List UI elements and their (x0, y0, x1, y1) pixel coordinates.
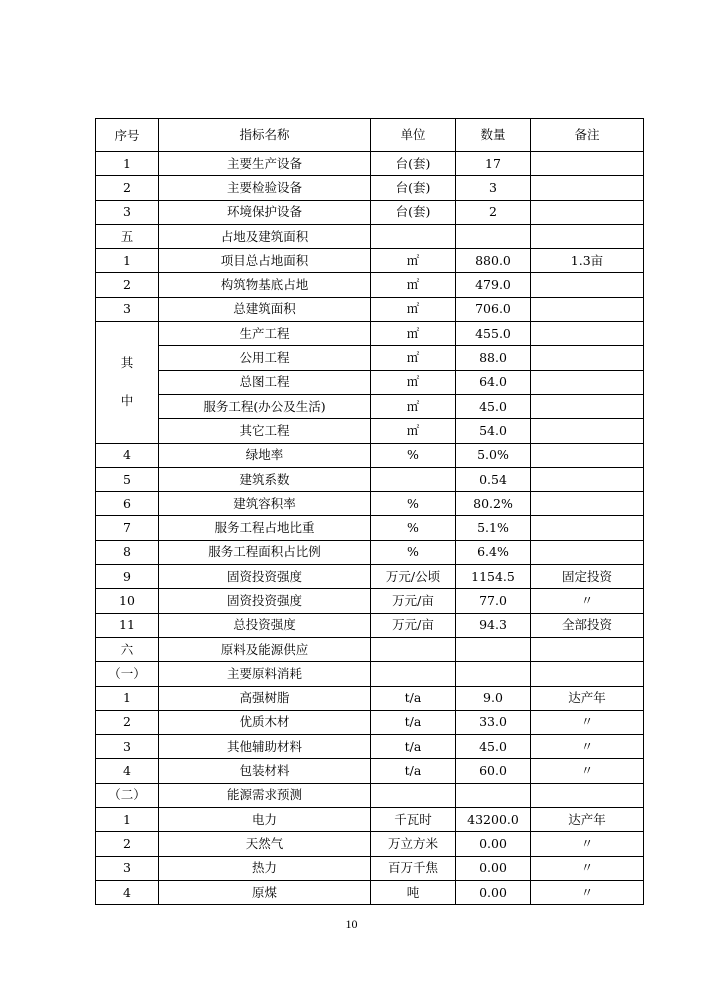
cell-name: 包装材料 (159, 759, 371, 783)
cell-qty: 77.0 (456, 589, 531, 613)
cell-seq: 7 (96, 516, 159, 540)
cell-note: 固定投资 (531, 565, 644, 589)
cell-name: 总图工程 (159, 370, 371, 394)
cell-seq: 6 (96, 492, 159, 516)
header-seq: 序号 (96, 119, 159, 152)
cell-qty: 45.0 (456, 735, 531, 759)
cell-unit: 台(套) (371, 200, 456, 224)
cell-name: 公用工程 (159, 346, 371, 370)
cell-note (531, 467, 644, 491)
cell-name: 绿地率 (159, 443, 371, 467)
table-row (96, 322, 644, 346)
cell-note (531, 273, 644, 297)
cell-unit: t/a (371, 735, 456, 759)
cell-note: 〃 (531, 710, 644, 734)
cell-qty: 17 (456, 152, 531, 176)
cell-seq: 1 (96, 249, 159, 273)
cell-note: 〃 (531, 880, 644, 904)
cell-name: 优质木材 (159, 710, 371, 734)
cell-unit: 百万千焦 (371, 856, 456, 880)
cell-note (531, 297, 644, 321)
table-row (96, 200, 644, 224)
cell-name: 主要原料消耗 (159, 662, 371, 686)
cell-unit: ㎡ (371, 346, 456, 370)
cell-qty: 54.0 (456, 419, 531, 443)
cell-qty: 9.0 (456, 686, 531, 710)
table-row (96, 467, 644, 491)
cell-name: 占地及建筑面积 (159, 224, 371, 248)
cell-unit: ㎡ (371, 419, 456, 443)
cell-note (531, 662, 644, 686)
cell-seq: 4 (96, 880, 159, 904)
cell-qty: 60.0 (456, 759, 531, 783)
table-row (96, 783, 644, 807)
table-row (96, 880, 644, 904)
cell-unit: ㎡ (371, 249, 456, 273)
cell-name: 环境保护设备 (159, 200, 371, 224)
cell-seq: （二） (96, 783, 159, 807)
cell-note (531, 176, 644, 200)
qizhong-char-2: 中 (120, 393, 134, 409)
cell-note (531, 492, 644, 516)
cell-seq: 3 (96, 297, 159, 321)
cell-qty: 3 (456, 176, 531, 200)
cell-qty (456, 662, 531, 686)
cell-name: 高强树脂 (159, 686, 371, 710)
cell-qty: 94.3 (456, 613, 531, 637)
cell-seq: 3 (96, 856, 159, 880)
page-number: 10 (345, 917, 358, 931)
table-row (96, 565, 644, 589)
table-row (96, 710, 644, 734)
table-row (96, 759, 644, 783)
cell-qty: 64.0 (456, 370, 531, 394)
indicator-table (95, 118, 644, 905)
qizhong-char-1: 其 (120, 355, 134, 371)
cell-unit (371, 467, 456, 491)
cell-unit: ㎡ (371, 394, 456, 418)
cell-qty (456, 637, 531, 661)
cell-seq: 5 (96, 467, 159, 491)
cell-unit: 万元/公顷 (371, 565, 456, 589)
cell-note: 〃 (531, 856, 644, 880)
cell-unit: 吨 (371, 880, 456, 904)
cell-name: 服务工程面积占比例 (159, 540, 371, 564)
cell-unit (371, 783, 456, 807)
cell-name: 建筑容积率 (159, 492, 371, 516)
cell-seq: 10 (96, 589, 159, 613)
header-name: 指标名称 (159, 119, 371, 152)
table-row (96, 273, 644, 297)
cell-qty (456, 783, 531, 807)
table-row (96, 443, 644, 467)
cell-unit: % (371, 540, 456, 564)
cell-unit: t/a (371, 686, 456, 710)
cell-note (531, 370, 644, 394)
cell-note: 全部投资 (531, 613, 644, 637)
table-row (96, 370, 644, 394)
cell-qty: 0.00 (456, 832, 531, 856)
cell-name: 其他辅助材料 (159, 735, 371, 759)
table-row (96, 735, 644, 759)
cell-seq: 1 (96, 808, 159, 832)
table-row (96, 662, 644, 686)
cell-qty: 45.0 (456, 394, 531, 418)
cell-unit: 万元/亩 (371, 589, 456, 613)
cell-note (531, 443, 644, 467)
cell-seq: 1 (96, 686, 159, 710)
cell-unit: 万元/亩 (371, 613, 456, 637)
cell-qty: 0.00 (456, 856, 531, 880)
cell-name: 固资投资强度 (159, 565, 371, 589)
cell-unit: 台(套) (371, 176, 456, 200)
table-header-row (96, 119, 644, 152)
table-row (96, 346, 644, 370)
table-row (96, 152, 644, 176)
cell-name: 其它工程 (159, 419, 371, 443)
cell-qty: 5.0% (456, 443, 531, 467)
cell-unit (371, 662, 456, 686)
cell-qty: 5.1% (456, 516, 531, 540)
cell-note: 〃 (531, 759, 644, 783)
cell-note (531, 346, 644, 370)
cell-unit: ㎡ (371, 297, 456, 321)
cell-qty: 2 (456, 200, 531, 224)
cell-unit (371, 224, 456, 248)
cell-qty (456, 224, 531, 248)
cell-name: 原煤 (159, 880, 371, 904)
cell-note: 达产年 (531, 686, 644, 710)
cell-name: 热力 (159, 856, 371, 880)
cell-seq: 9 (96, 565, 159, 589)
cell-name: 项目总占地面积 (159, 249, 371, 273)
cell-note (531, 783, 644, 807)
table-row (96, 492, 644, 516)
cell-seq: 2 (96, 710, 159, 734)
header-note: 备注 (531, 119, 644, 152)
cell-unit: % (371, 492, 456, 516)
cell-note (531, 419, 644, 443)
cell-note: 〃 (531, 735, 644, 759)
cell-name: 主要检验设备 (159, 176, 371, 200)
cell-unit: % (371, 516, 456, 540)
cell-note (531, 540, 644, 564)
cell-unit: ㎡ (371, 322, 456, 346)
cell-seq: 8 (96, 540, 159, 564)
cell-name: 生产工程 (159, 322, 371, 346)
cell-seq: 3 (96, 735, 159, 759)
table-row (96, 613, 644, 637)
cell-note (531, 637, 644, 661)
table-row (96, 540, 644, 564)
table-row (96, 808, 644, 832)
table-row (96, 856, 644, 880)
table-row (96, 224, 644, 248)
table-row (96, 832, 644, 856)
cell-name: 原料及能源供应 (159, 637, 371, 661)
table-row (96, 516, 644, 540)
cell-seq: 2 (96, 176, 159, 200)
cell-qty: 1154.5 (456, 565, 531, 589)
cell-note: 〃 (531, 589, 644, 613)
table-row (96, 297, 644, 321)
cell-note (531, 224, 644, 248)
table-row (96, 176, 644, 200)
header-qty: 数量 (456, 119, 531, 152)
header-unit: 单位 (371, 119, 456, 152)
cell-qty: 33.0 (456, 710, 531, 734)
cell-unit: ㎡ (371, 273, 456, 297)
cell-unit: ㎡ (371, 370, 456, 394)
cell-seq: 4 (96, 759, 159, 783)
cell-seq: 11 (96, 613, 159, 637)
cell-qty: 6.4% (456, 540, 531, 564)
cell-unit (371, 637, 456, 661)
cell-note: 1.3亩 (531, 249, 644, 273)
cell-unit: 千瓦时 (371, 808, 456, 832)
cell-note: 〃 (531, 832, 644, 856)
merged-cell-qizhong (96, 322, 159, 443)
cell-unit: % (371, 443, 456, 467)
cell-qty: 880.0 (456, 249, 531, 273)
cell-name: 总投资强度 (159, 613, 371, 637)
cell-name: 天然气 (159, 832, 371, 856)
table-row (96, 394, 644, 418)
cell-note (531, 200, 644, 224)
cell-qty: 455.0 (456, 322, 531, 346)
cell-seq: 3 (96, 200, 159, 224)
table-row (96, 419, 644, 443)
cell-name: 服务工程(办公及生活) (159, 394, 371, 418)
cell-qty: 479.0 (456, 273, 531, 297)
table-row (96, 686, 644, 710)
cell-name: 服务工程占地比重 (159, 516, 371, 540)
cell-name: 固资投资强度 (159, 589, 371, 613)
cell-note (531, 394, 644, 418)
cell-note (531, 516, 644, 540)
cell-name: 电力 (159, 808, 371, 832)
cell-note (531, 152, 644, 176)
cell-seq: 4 (96, 443, 159, 467)
cell-seq: 2 (96, 832, 159, 856)
cell-unit: t/a (371, 759, 456, 783)
table-row (96, 589, 644, 613)
cell-seq: （一） (96, 662, 159, 686)
cell-name: 总建筑面积 (159, 297, 371, 321)
cell-unit: 台(套) (371, 152, 456, 176)
cell-name: 构筑物基底占地 (159, 273, 371, 297)
cell-seq: 五 (96, 224, 159, 248)
table-row (96, 249, 644, 273)
cell-qty: 706.0 (456, 297, 531, 321)
cell-name: 主要生产设备 (159, 152, 371, 176)
cell-unit: 万立方米 (371, 832, 456, 856)
cell-seq: 六 (96, 637, 159, 661)
table-row (96, 637, 644, 661)
cell-qty: 0.00 (456, 880, 531, 904)
cell-qty: 80.2% (456, 492, 531, 516)
cell-qty: 0.54 (456, 467, 531, 491)
cell-note (531, 322, 644, 346)
cell-unit: t/a (371, 710, 456, 734)
cell-name: 建筑系数 (159, 467, 371, 491)
cell-qty: 43200.0 (456, 808, 531, 832)
cell-seq: 1 (96, 152, 159, 176)
cell-seq: 2 (96, 273, 159, 297)
cell-note: 达产年 (531, 808, 644, 832)
cell-qty: 88.0 (456, 346, 531, 370)
cell-name: 能源需求预测 (159, 783, 371, 807)
